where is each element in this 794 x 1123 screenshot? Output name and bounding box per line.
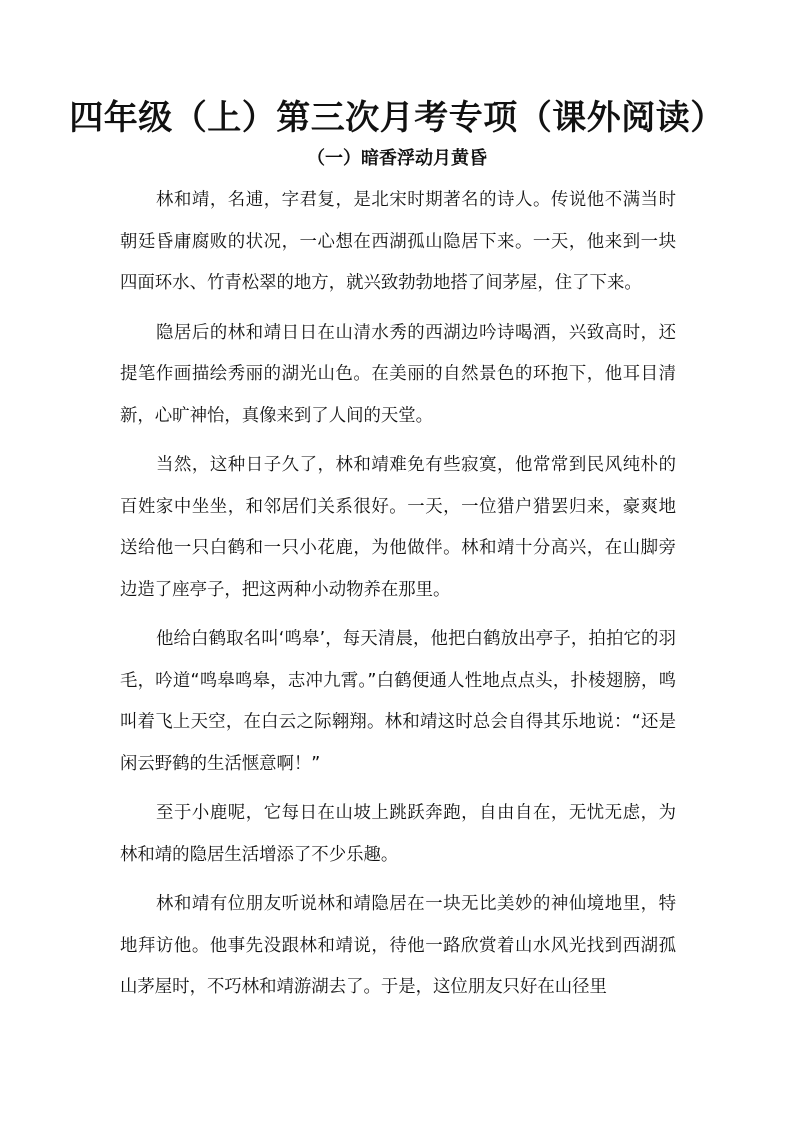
paragraph-4: 他给白鹤取名叫‘鸣皋’，每天清晨，他把白鹤放出亭子，拍拍它的羽毛，吟道“鸣皋鸣皋，志冲九霄。”白鹤便通人性地点点头，扑棱翅膀，鸣叫着飞上天空，在白云之际翱翔。林和靖这时总会自得其乐地说：“还是闲云野鹤的生活惬意啊！”: [120, 629, 676, 774]
article-body: [120, 180, 676, 1017]
document-title: 四年级（上）第三次月考专项（课外阅读）: [69, 98, 725, 138]
paragraph-5: 至于小鹿呢，它每日在山坡上跳跃奔跑，自由自在，无忧无虑，为林和靖的隐居生活增添了不少乐趣。: [120, 803, 676, 865]
paragraph-3: 当然，这种日子久了，林和靖难免有些寂寞，他常常到民风纯朴的百姓家中坐坐，和邻居们关系很好。一天，一位猎户猎罢归来，豪爽地送给他一只白鹤和一只小花鹿，为他做伴。林和靖十分高兴，在山脚旁边造了座亭子，把这两种小动物养在那里。: [120, 455, 676, 600]
paragraph-6: 林和靖有位朋友听说林和靖隐居在一块无比美妙的神仙境地里，特地拜访他。他事先没跟林和靖说，待他一路欣赏着山水风光找到西湖孤山茅屋时，不巧林和靖游湖去了。于是，这位朋友只好在山径里: [120, 894, 676, 997]
paragraph-2: 隐居后的林和靖日日在山清水秀的西湖边吟诗喝酒，兴致高时，还提笔作画描绘秀丽的湖光山色。在美丽的自然景色的环抱下，他耳目清新，心旷神怡，真像来到了人间的天堂。: [120, 322, 676, 426]
paragraph-1: 林和靖，名逋，字君复，是北宋时期著名的诗人。传说他不满当时朝廷昏庸腐败的状况，一心想在西湖孤山隐居下来。一天，他来到一块四面环水、竹青松翠的地方，就兴致勃勃地搭了间茅屋，住了下来。: [120, 190, 676, 293]
section-title: （一）暗香浮动月黄昏: [307, 148, 487, 169]
